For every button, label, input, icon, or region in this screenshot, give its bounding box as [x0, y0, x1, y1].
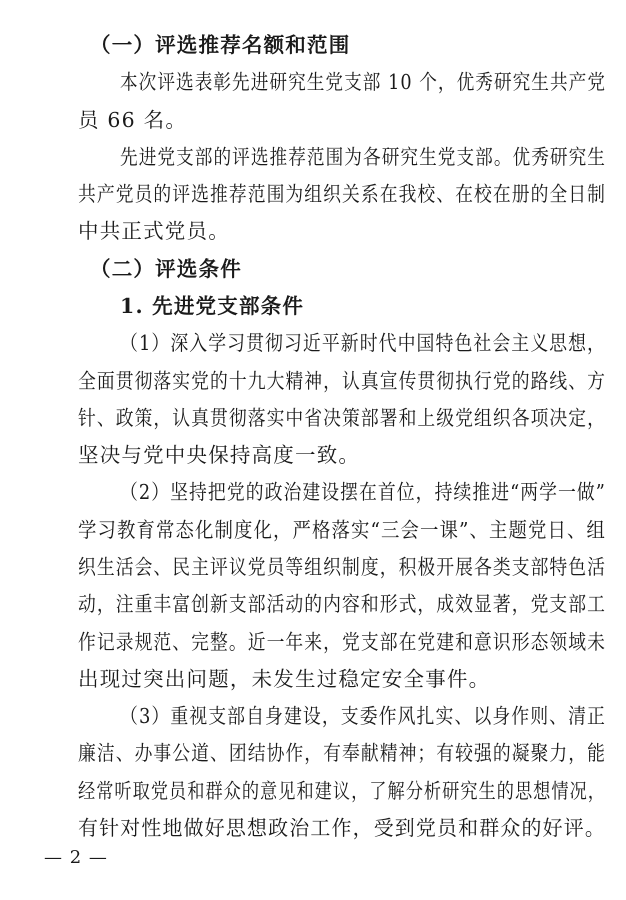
paragraph-line: 先进党支部的评选推荐范围为各研究生党支部。优秀研究生	[120, 145, 607, 169]
paragraph-line: 廉洁、办事公道、团结协作，有奉献精神；有较强的凝聚力，能	[78, 741, 607, 765]
paragraph-line: 员 66 名。	[78, 108, 188, 132]
paragraph-line: 有针对性地做好思想政治工作，受到党员和群众的好评。	[78, 816, 607, 840]
paragraph-line: 动，注重丰富创新支部活动的内容和形式，成效显著，党支部工	[78, 592, 607, 616]
paragraph-line: 作记录规范、完整。近一年来，党支部在党建和意识形态领域未	[78, 630, 607, 654]
paragraph-line: 中共正式党员。	[78, 219, 230, 243]
page-number: — 2 —	[44, 847, 108, 868]
paragraph-line: 经常听取党员和群众的意见和建议，了解分析研究生的思想情况，	[78, 779, 606, 803]
paragraph-line: 学习教育常态化制度化，严格落实“三会一课”、主题党日、组	[78, 518, 606, 542]
section-heading-criteria: （二）评选条件	[90, 257, 242, 281]
paragraph-line: （2）坚持把党的政治建设摆在首位，持续推进“两学一做”	[120, 480, 606, 504]
subsection-heading-branch: 1. 先进党支部条件	[120, 294, 305, 318]
paragraph-line: 出现过突出问题，未发生过稳定安全事件。	[78, 667, 491, 691]
paragraph-line: 坚决与党中央保持高度一致。	[78, 443, 361, 467]
paragraph-line: （3）重视支部自身建设，支委作风扎实、以身作则、清正	[120, 704, 606, 728]
paragraph-line: （1）深入学习贯彻习近平新时代中国特色社会主义思想，	[120, 331, 606, 355]
paragraph-line: 本次评选表彰先进研究生党支部 10 个，优秀研究生共产党	[120, 70, 606, 94]
section-heading-quota: （一）评选推荐名额和范围	[90, 33, 351, 57]
paragraph-line: 全面贯彻落实党的十九大精神，认真宣传贯彻执行党的路线、方	[78, 369, 607, 393]
paragraph-line: 织生活会、民主评议党员等组织制度，积极开展各类支部特色活	[78, 555, 607, 579]
paragraph-line: 针、政策，认真贯彻落实中省决策部署和上级党组织各项决定，	[78, 406, 607, 430]
paragraph-line: 共产党员的评选推荐范围为组织关系在我校、在校在册的全日制	[78, 182, 607, 206]
